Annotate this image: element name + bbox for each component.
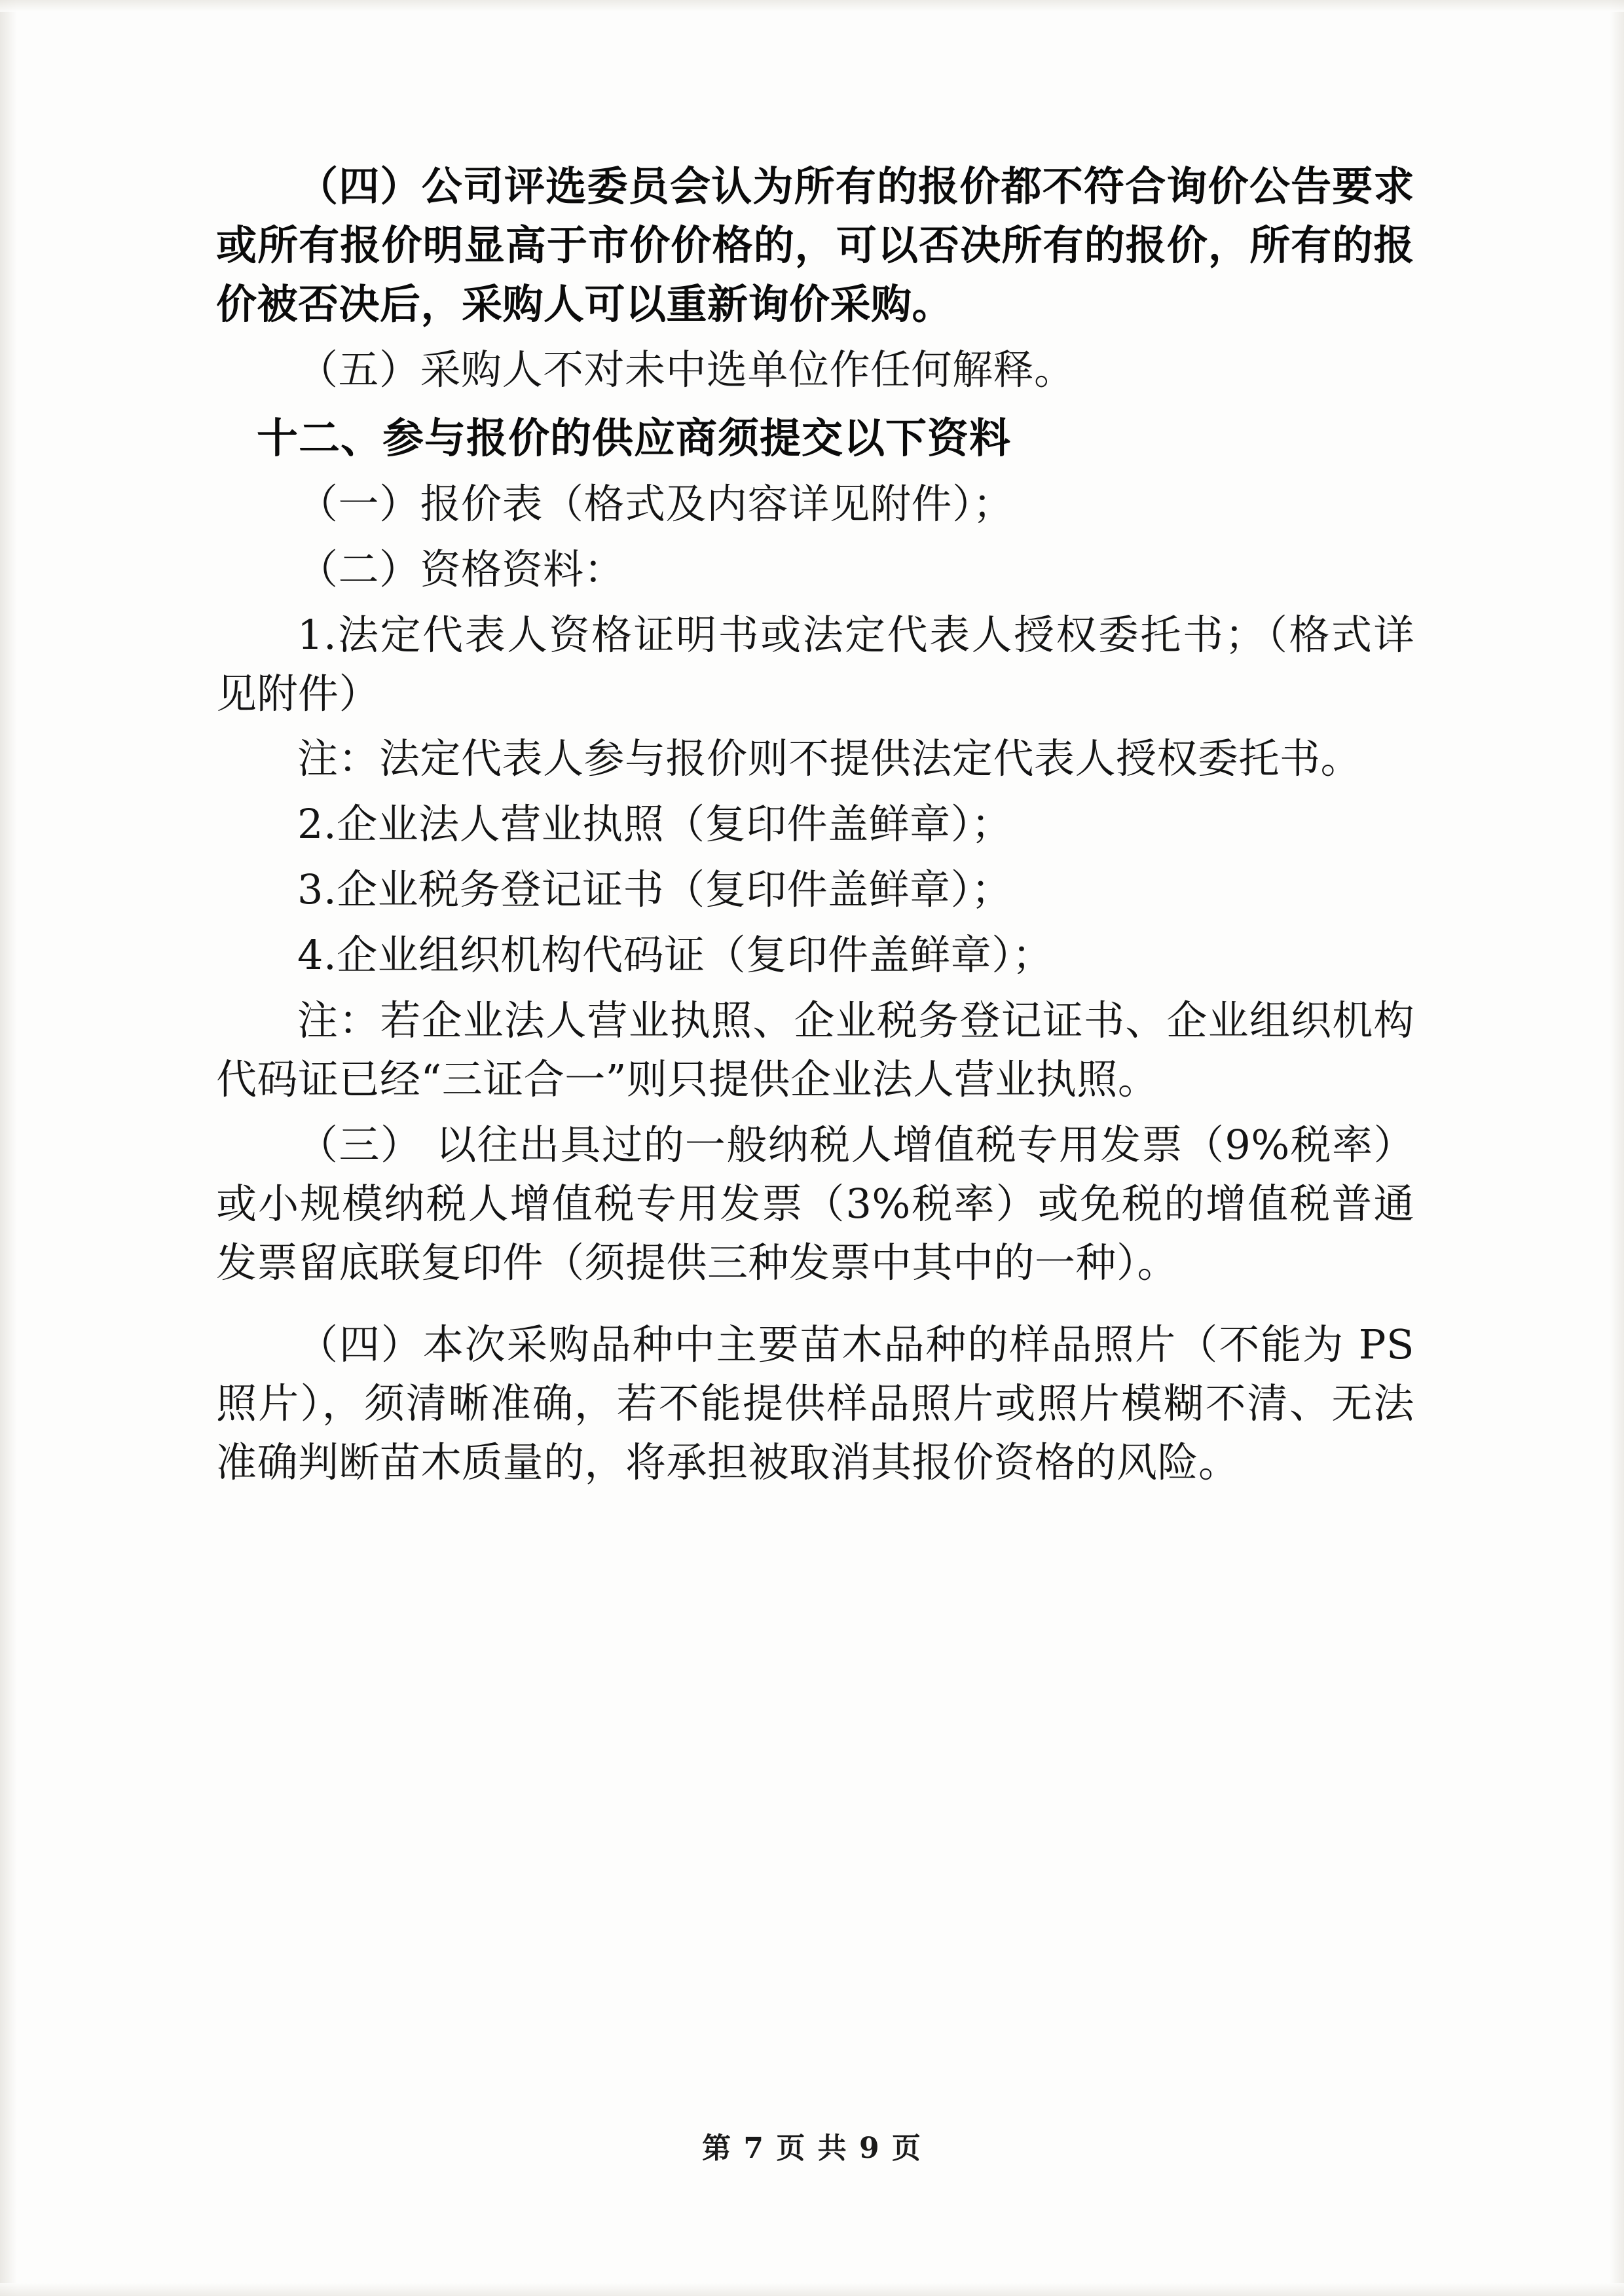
page-number-label: 第 7 页 共 9 页 — [702, 2132, 922, 2165]
document-body — [216, 157, 1414, 1499]
paragraph-item-2-4: 4.企业组织机构代码证（复印件盖鲜章）； — [297, 931, 1054, 979]
paragraph-item-2-3: 3.企业税务登记证书（复印件盖鲜章）； — [297, 866, 1012, 914]
paragraph-spacer — [216, 1298, 1414, 1315]
scan-edge-top — [0, 0, 1624, 12]
scan-edge-right — [1610, 0, 1624, 2296]
paragraph-item-1: （一）报价表（格式及内容详见附件）； — [297, 479, 1014, 528]
page-footer — [0, 2124, 1624, 2166]
paragraph-item-4: （四）本次采购品种中主要苗木品种的样品照片（不能为 PS 照片），须清晰准确，若不能提供样品照片或照片模糊不清、无法准确判断苗木质量的，将承担被取消其报价资格的风险。 — [216, 1321, 1414, 1487]
paragraph-note-1: 注：法定代表人参与报价则不提供法定代表人授权委托书。 — [297, 735, 1362, 783]
paragraph-clause-4: （四）公司评选委员会认为所有的报价都不符合询价公告要求或所有报价明显高于市价价格的，可以否决所有的报价，所有的报价被否决后，采购人可以重新询价采购。 — [216, 162, 1414, 328]
paragraph-item-2: （二）资格资料： — [297, 545, 625, 593]
paragraph-item-3: （三） 以往出具过的一般纳税人增值税专用发票（9%税率）或小规模纳税人增值税专用发票（3%税率）或免税的增值税普通发票留底联复印件（须提供三种发票中其中的一种）。 — [216, 1120, 1414, 1286]
paragraph-item-2-2: 2.企业法人营业执照（复印件盖鲜章）； — [297, 800, 1012, 848]
scan-edge-left — [0, 0, 17, 2296]
paragraph-clause-5: （五）采购人不对未中选单位作任何解释。 — [297, 345, 1075, 393]
section-heading-twelve: 十二、参与报价的供应商须提交以下资料 — [257, 413, 1011, 462]
paragraph-item-2-1: 1.法定代表人资格证明书或法定代表人授权委托书；（格式详见附件） — [216, 610, 1414, 718]
paragraph-note-2: 注：若企业法人营业执照、企业税务登记证书、企业组织机构代码证已经“三证合一”则只提供企业法人营业执照。 — [216, 996, 1414, 1103]
scan-edge-bottom — [0, 2283, 1624, 2296]
